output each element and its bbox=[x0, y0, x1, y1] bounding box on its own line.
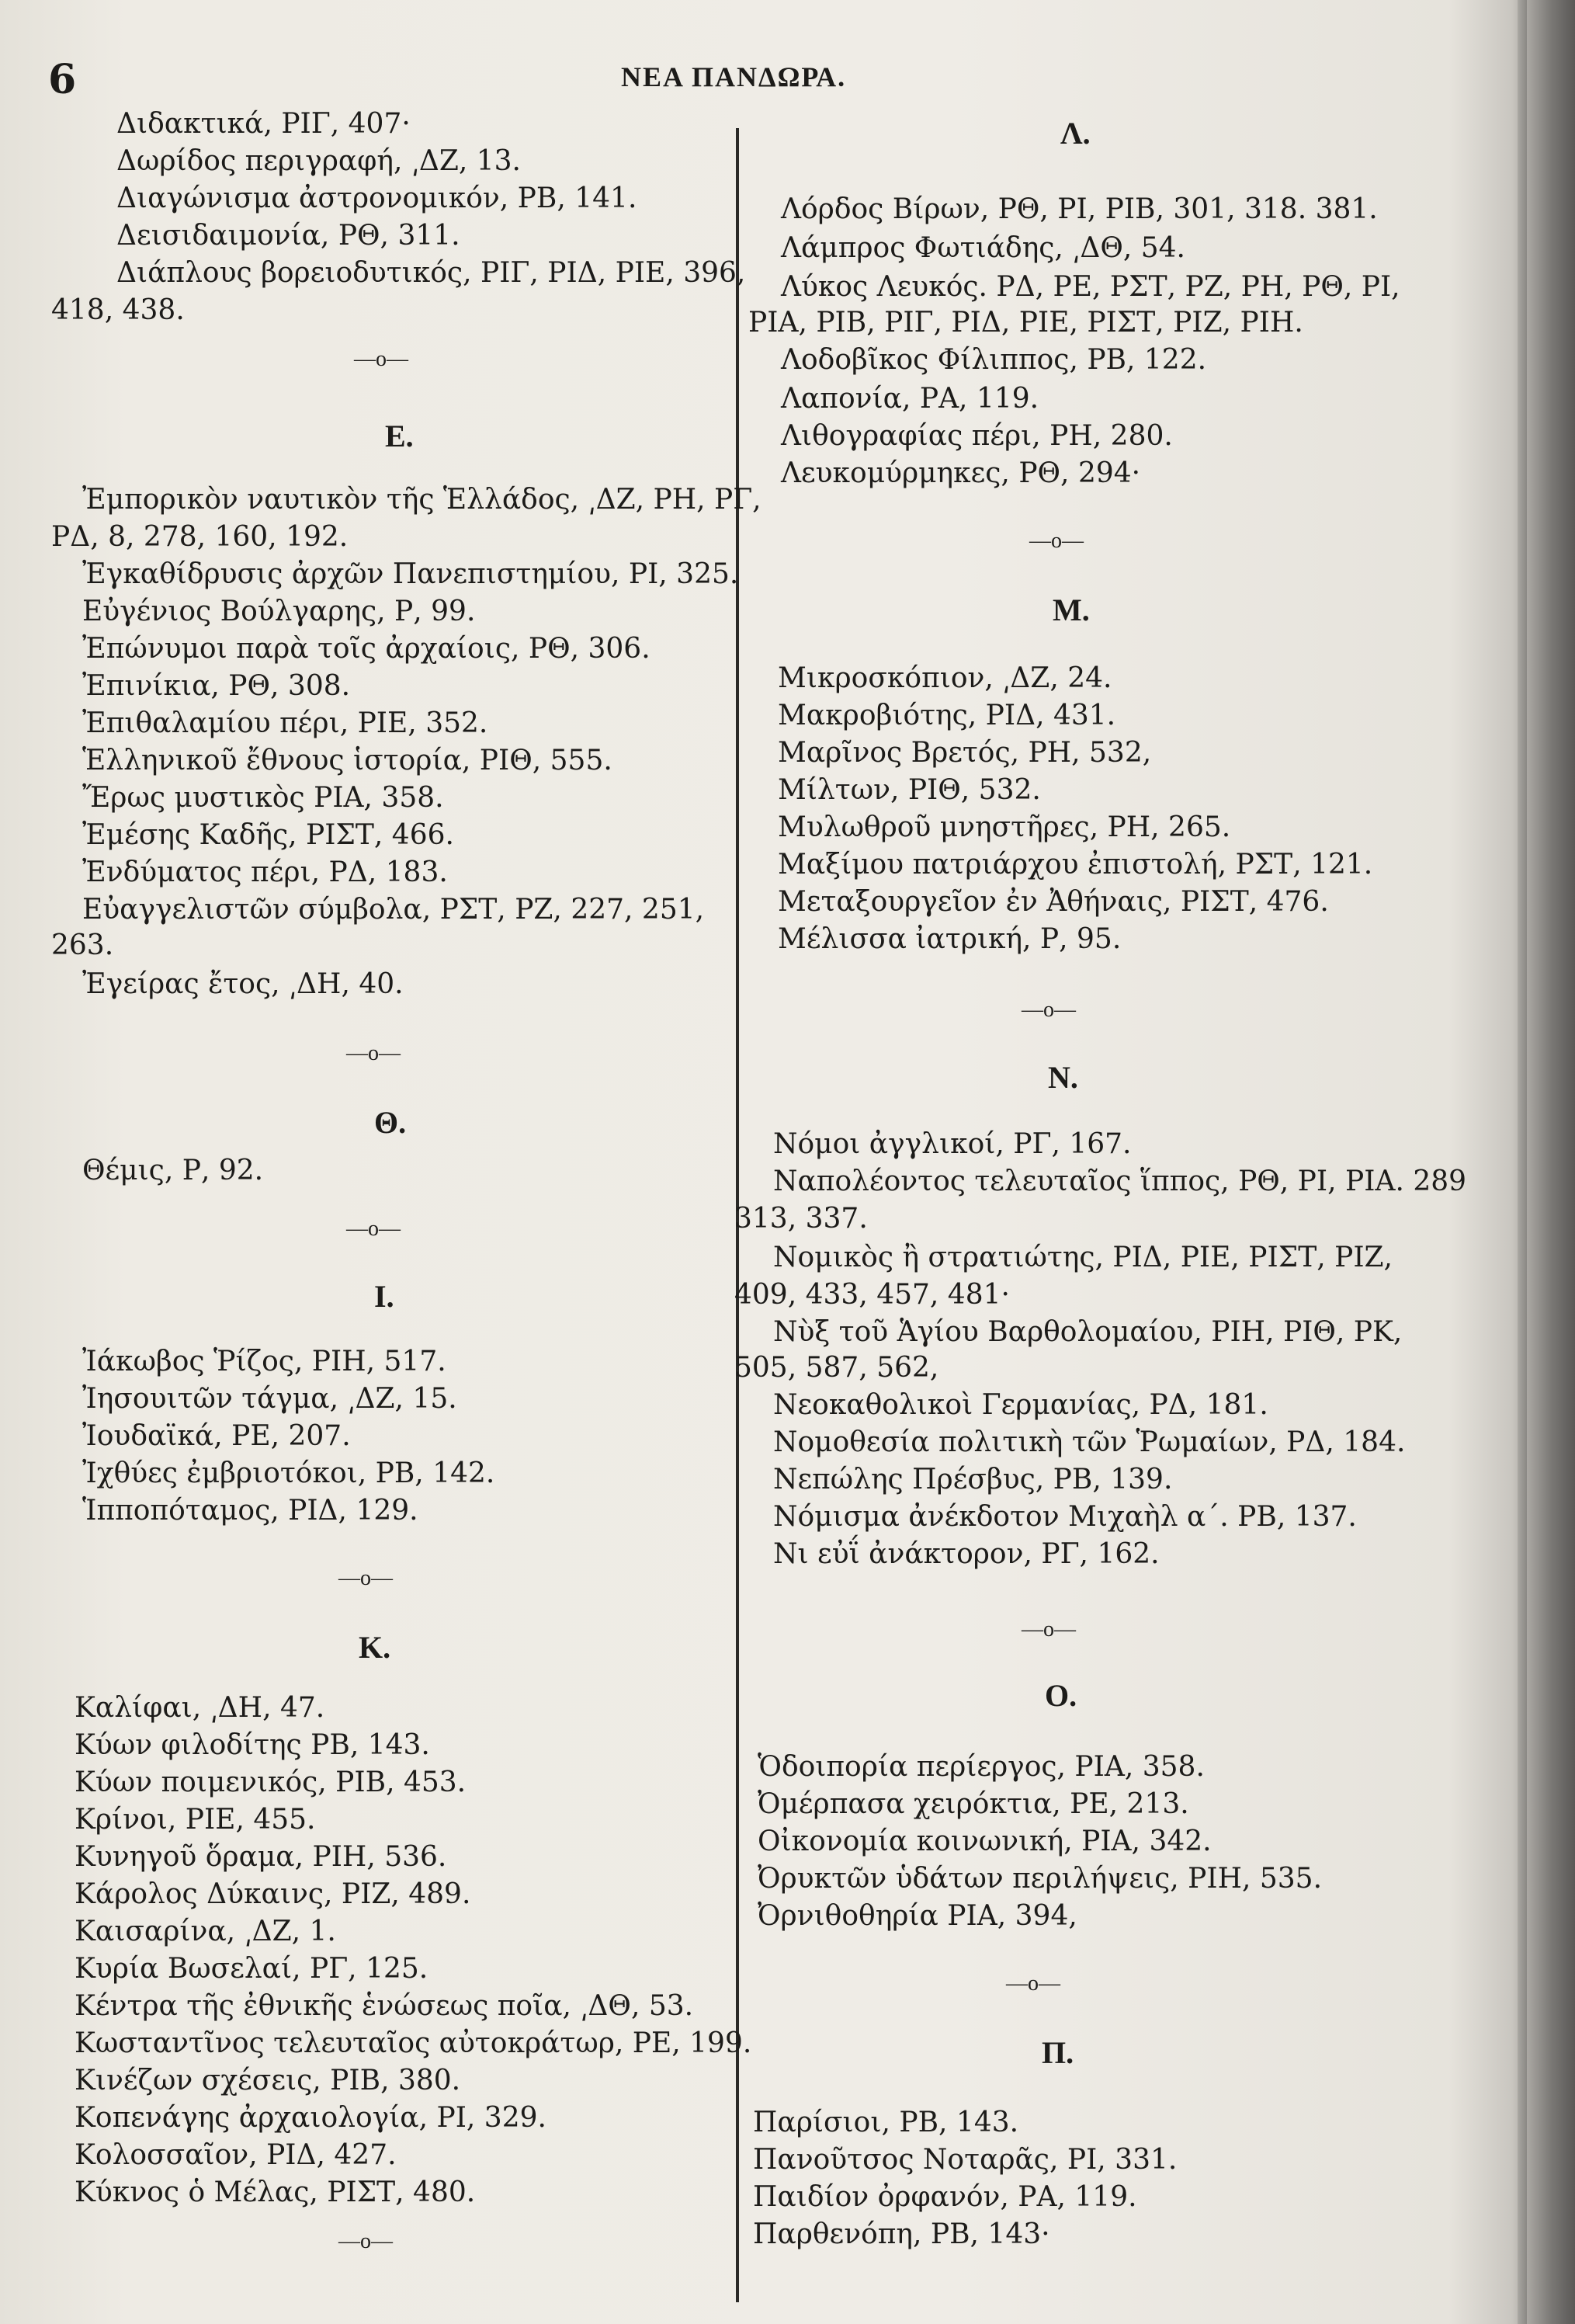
index-entry: Εὐαγγελιστῶν σύμβολα, ΡΣΤ, ΡΖ, 227, 251, bbox=[82, 894, 705, 926]
index-entry: Παιδίον ὀρφανόν, ΡΑ, 119. bbox=[753, 2181, 1137, 2213]
section-letter: Κ. bbox=[359, 1630, 391, 1665]
index-entry: Ἰησουιτῶν τάγμα, ͵ΔΖ, 15. bbox=[82, 1383, 457, 1415]
index-entry: Μέλισσα ἰατρική, Ρ, 95. bbox=[778, 923, 1122, 955]
index-entry: Θέμις, Ρ, 92. bbox=[82, 1155, 264, 1186]
section-separator: —o— bbox=[1022, 1617, 1076, 1641]
index-entry: Κέντρα τῆς ἐθνικῆς ἑνώσεως ποῖα, ͵ΔΘ, 53. bbox=[75, 1990, 694, 2022]
section-separator: —o— bbox=[354, 347, 408, 371]
index-entry: Κύκνος ὁ Μέλας, ΡΙΣΤ, 480. bbox=[75, 2176, 476, 2208]
index-entry: Ἐμέσης Καδῆς, ΡΙΣΤ, 466. bbox=[82, 819, 454, 851]
index-entry: Κυρία Βωσελαί, ΡΓ, 125. bbox=[75, 1953, 428, 1985]
index-entry: Νὺξ τοῦ Ἁγίου Βαρθολομαίου, ΡΙΗ, ΡΙΘ, ΡΚ, bbox=[773, 1316, 1403, 1348]
index-entry: Ἐγείρας ἔτος, ͵ΔΗ, 40. bbox=[82, 968, 404, 1000]
section-letter: Ο. bbox=[1045, 1678, 1077, 1713]
entry-continuation: 418, 438. bbox=[51, 294, 185, 326]
index-entry: Κινέζων σχέσεις, ΡΙΒ, 380. bbox=[75, 2065, 461, 2096]
index-entry: Παρθενόπη, ΡΒ, 143· bbox=[753, 2218, 1050, 2250]
entry-continuation: 505, 587, 562, bbox=[734, 1352, 939, 1384]
section-separator: —o— bbox=[346, 1217, 401, 1241]
section-letter: Λ. bbox=[1060, 116, 1091, 151]
index-entry: Νόμοι ἀγγλικοί, ΡΓ, 167. bbox=[773, 1128, 1132, 1160]
entry-continuation: ΡΙΑ, ΡΙΒ, ΡΙΓ, ΡΙΔ, ΡΙΕ, ΡΙΣΤ, ΡΙΖ, ΡΙΗ. bbox=[748, 307, 1303, 339]
index-entry: Ἔρως μυστικὸς ΡΙΑ, 358. bbox=[82, 782, 444, 814]
index-entry: Ἐνδύματος πέρι, ΡΔ, 183. bbox=[82, 856, 448, 888]
index-entry: Μακροβιότης, ΡΙΔ, 431. bbox=[778, 700, 1116, 731]
entry-continuation: ΡΔ, 8, 278, 160, 192. bbox=[51, 521, 349, 553]
index-entry: Εὐγένιος Βούλγαρης, Ρ, 99. bbox=[82, 596, 476, 627]
index-entry: Νεπώλης Πρέσβυς, ΡΒ, 139. bbox=[773, 1464, 1173, 1495]
index-entry: Ὀμέρπασα χειρόκτια, ΡΕ, 213. bbox=[758, 1788, 1189, 1820]
index-entry: Λύκος Λευκός. ΡΔ, ΡΕ, ΡΣΤ, ΡΖ, ΡΗ, ΡΘ, ΡΙ, bbox=[781, 271, 1400, 303]
index-entry: Λαπονία, ΡΑ, 119. bbox=[781, 383, 1039, 415]
index-entry: Μίλτων, ΡΙΘ, 532. bbox=[778, 774, 1041, 806]
section-letter: Ε. bbox=[385, 419, 414, 453]
index-entry: Ὁδοιπορία περίεργος, ΡΙΑ, 358. bbox=[758, 1751, 1205, 1783]
index-entry: Κολοσσαῖον, ΡΙΔ, 427. bbox=[75, 2139, 397, 2171]
section-letter: Μ. bbox=[1053, 592, 1090, 627]
index-entry: Καλίφαι, ͵ΔΗ, 47. bbox=[75, 1692, 325, 1724]
index-entry: Δεισιδαιμονία, ΡΘ, 311. bbox=[116, 220, 460, 252]
section-letter: Ν. bbox=[1048, 1060, 1078, 1095]
section-separator: —o— bbox=[338, 1566, 393, 1590]
index-entry: Λευκομύρμηκες, ΡΘ, 294· bbox=[781, 457, 1141, 489]
index-entry: Μαρῖνος Βρετός, ΡΗ, 532, bbox=[778, 737, 1152, 769]
index-entry: Ἐμπορικὸν ναυτικὸν τῆς Ἑλλάδος, ͵ΔΖ, ΡΗ, ΡΓ, bbox=[82, 484, 761, 516]
entry-continuation: 263. bbox=[51, 929, 114, 961]
index-entry: Μεταξουργεῖον ἐν Ἀθήναις, ΡΙΣΤ, 476. bbox=[778, 886, 1329, 918]
index-entry: Κοπενάγης ἀρχαιολογία, ΡΙ, 329. bbox=[75, 2102, 546, 2134]
section-separator: —o— bbox=[346, 1041, 401, 1065]
index-entry: Λοδοβῖκος Φίλιππος, ΡΒ, 122. bbox=[781, 344, 1207, 376]
index-entry: Καισαρίνα, ͵ΔΖ, 1. bbox=[75, 1916, 336, 1947]
index-entry: Ἰουδαϊκά, ΡΕ, 207. bbox=[82, 1420, 351, 1452]
page-number: 6 bbox=[48, 56, 77, 103]
index-entry: Λόρδος Βίρων, ΡΘ, ΡΙ, ΡΙΒ, 301, 318. 381. bbox=[781, 193, 1378, 225]
index-entry: Ὀρνιθοθηρία ΡΙΑ, 394, bbox=[758, 1900, 1077, 1932]
section-separator: —o— bbox=[338, 2229, 393, 2253]
index-entry: Νομικὸς ἢ στρατιώτης, ΡΙΔ, ΡΙΕ, ΡΙΣΤ, ΡΙΖ, bbox=[773, 1242, 1393, 1273]
index-entry: Ἐγκαθίδρυσις ἀρχῶν Πανεπιστημίου, ΡΙ, 325. bbox=[82, 558, 739, 590]
binding-edge-shadow bbox=[1518, 0, 1527, 2324]
index-entry: Οἰκονομία κοινωνική, ΡΙΑ, 342. bbox=[758, 1826, 1212, 1857]
entry-continuation: 409, 433, 457, 481· bbox=[734, 1279, 1010, 1311]
index-entry: Ὀρυκτῶν ὑδάτων περιλήψεις, ΡΙΗ, 535. bbox=[758, 1863, 1323, 1895]
section-separator: —o— bbox=[1029, 529, 1084, 553]
index-entry: Κρίνοι, ΡΙΕ, 455. bbox=[75, 1804, 316, 1836]
index-entry: Διαγώνισμα ἀστρονομικόν, ΡΒ, 141. bbox=[116, 182, 637, 214]
index-entry: Κυνηγοῦ ὅραμα, ΡΙΗ, 536. bbox=[75, 1841, 447, 1873]
index-entry: Νι εὐΐ ἀνάκτορον, ΡΓ, 162. bbox=[773, 1538, 1160, 1570]
index-entry: Κάρολος Δύκαινς, ΡΙΖ, 489. bbox=[75, 1878, 471, 1910]
index-entry: Νόμισμα ἀνέκδοτον Μιχαὴλ α΄. ΡΒ, 137. bbox=[773, 1501, 1357, 1533]
index-entry: Ἰάκωβος Ῥίζος, ΡΙΗ, 517. bbox=[82, 1346, 446, 1377]
index-entry: Κύων ποιμενικός, ΡΙΒ, 453. bbox=[75, 1766, 467, 1798]
index-entry: Κωσταντῖνος τελευταῖος αὐτοκράτωρ, ΡΕ, 199. bbox=[75, 2027, 752, 2059]
index-entry: Λιθογραφίας πέρι, ΡΗ, 280. bbox=[781, 420, 1173, 452]
section-letter: Θ. bbox=[374, 1105, 407, 1140]
index-entry: Νεοκαθολικοὶ Γερμανίας, ΡΔ, 181. bbox=[773, 1389, 1268, 1421]
section-letter: Ι. bbox=[374, 1279, 394, 1314]
index-entry: Διδακτικά, ΡΙΓ, 407· bbox=[116, 108, 411, 140]
index-entry: Ἑλληνικοῦ ἔθνους ἱστορία, ΡΙΘ, 555. bbox=[82, 745, 612, 776]
index-entry: Πανοῦτσος Νοταρᾶς, ΡΙ, 331. bbox=[753, 2144, 1178, 2176]
index-entry: Ἱπποπόταμος, ΡΙΔ, 129. bbox=[82, 1495, 418, 1527]
index-entry: Κύων φιλοδίτης ΡΒ, 143. bbox=[75, 1729, 430, 1761]
index-entry: Διάπλους βορειοδυτικός, ΡΙΓ, ΡΙΔ, ΡΙΕ, 396, bbox=[116, 257, 746, 289]
index-entry: Μαξίμου πατριάρχου ἐπιστολή, ΡΣΤ, 121. bbox=[778, 849, 1373, 881]
section-separator: —o— bbox=[1022, 998, 1076, 1022]
index-entry: Ἰχθύες ἐμβριοτόκοι, ΡΒ, 142. bbox=[82, 1457, 495, 1489]
section-separator: —o— bbox=[1006, 1971, 1060, 1996]
index-entry: Ἐπώνυμοι παρὰ τοῖς ἀρχαίοις, ΡΘ, 306. bbox=[82, 633, 650, 665]
index-entry: Μικροσκόπιον, ͵ΔΖ, 24. bbox=[778, 662, 1112, 694]
index-entry: Δωρίδος περιγραφή, ͵ΔΖ, 13. bbox=[116, 145, 521, 177]
index-entry: Παρίσιοι, ΡΒ, 143. bbox=[753, 2107, 1019, 2138]
running-header: ΝΕΑ ΠΑΝΔΩΡΑ. bbox=[621, 61, 847, 92]
index-entry: Λάμπρος Φωτιάδης, ͵ΔΘ, 54. bbox=[781, 232, 1185, 264]
index-entry: Ἐπιθαλαμίου πέρι, ΡΙΕ, 352. bbox=[82, 707, 488, 739]
entry-continuation: 313, 337. bbox=[734, 1203, 868, 1235]
index-entry: Ναπολέοντος τελευταῖος ἵππος, ΡΘ, ΡΙ, ΡΙΑ. 289 bbox=[773, 1165, 1467, 1197]
index-entry: Ἐπινίκια, ΡΘ, 308. bbox=[82, 670, 351, 702]
index-entry: Νομοθεσία πολιτικὴ τῶν Ῥωμαίων, ΡΔ, 184. bbox=[773, 1426, 1406, 1458]
index-entry: Μυλωθροῦ μνηστῆρες, ΡΗ, 265. bbox=[778, 811, 1231, 843]
section-letter: Π. bbox=[1042, 2035, 1074, 2070]
